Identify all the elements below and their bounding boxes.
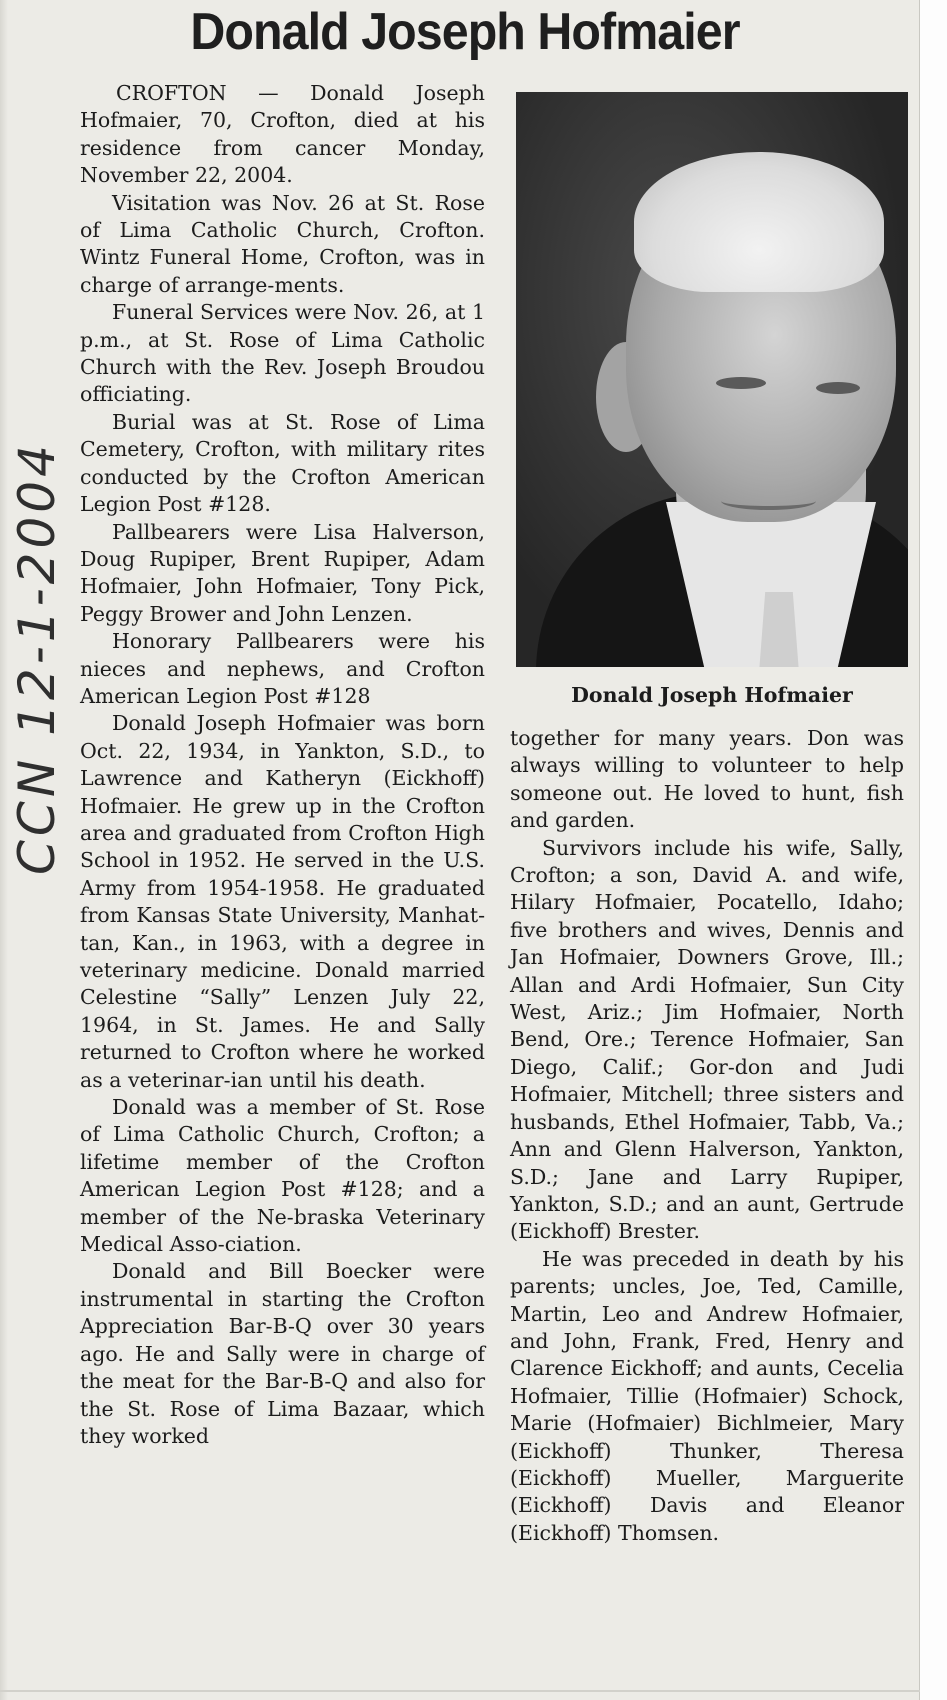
clipping-edge (0, 0, 8, 1700)
divider (0, 1690, 920, 1692)
portrait-photo-icon (516, 92, 908, 667)
paragraph: Donald and Bill Boecker were instrumental in starting the Crofton Appreciation Bar-B-Q over 30 years ago. He and Sally were in charge of the meat for the Bar-B-Q and also for the St. Rose of Lima Bazaar, which they worked (80, 1259, 485, 1448)
obituary-column-2 (510, 725, 904, 1547)
paragraph: Visitation was Nov. 26 at St. Rose of Lima Catholic Church, Crofton. Wintz Funeral Home, Crofton, was in charge of arrange-ments. (80, 190, 485, 297)
paragraph: Donald Joseph Hofmaier was born Oct. 22, 1934, in Yankton, S.D., to Lawrence and Katheryn (Eickhoff) Hofmaier. He grew up in the Crofton area and graduated from Crofton High School in 1952. He served in the U.S. Army from 1954-1958. He graduated from Kansas State University, Manhat-tan, Kan., in 1963, with a degree in veterinary medicine. Donald married Celestine “Sally” Lenzen July 22, 1964, in St. James. He and Sally returned to Crofton where he worked as a veterinar-ian until his death. (80, 711, 485, 1092)
obituary-column-1 (80, 80, 485, 1450)
paragraph: Burial was at St. Rose of Lima Cemetery, Crofton, with military rites conducted by the Crofton American Legion Post #128. (80, 409, 485, 517)
paragraph: Survivors include his wife, Sally, Crofton; a son, David A. and wife, Hilary Hofmaier, Pocatello, Idaho; five brothers and wives, Dennis and Jan Hofmaier, Downers Grove, Ill.; Allan and Ardi Hofmaier, Sun City West, Ariz.; Jim Hofmaier, North Bend, Ore.; Terence Hofmaier, San Diego, Calif.; Gor-don and Judi Hofmaier, Mitchell; three sisters and husbands, Ethel Hofmaier, Tabb, Va.; Ann and Glenn Halverson, Yankton, S.D.; Jane and Larry Rupiper, Yankton, S.D.; and an aunt, Gertrude (Eickhoff) Brester. (510, 835, 904, 1244)
paragraph: Honorary Pallbearers were his nieces and nephews, and Crofton American Legion Post #128 (80, 629, 485, 708)
paragraph: Pallbearers were Lisa Halverson, Doug Rupiper, Brent Rupiper, Adam Hofmaier, John Hofmaier, Tony Pick, Peggy Brower and John Lenzen. (80, 519, 485, 626)
paragraph: together for many years. Don was always willing to volunteer to help someone out. He loved to hunt, fish and garden. (510, 726, 904, 833)
paragraph: Funeral Services were Nov. 26, at 1 p.m., at St. Rose of Lima Catholic Church with the Rev. Joseph Broudou officiating. (80, 300, 485, 407)
headline: Donald Joseph Hofmaier (190, 3, 740, 61)
paragraph: He was preceded in death by his parents; uncles, Joe, Ted, Camille, Martin, Leo and Andrew Hofmaier, and John, Frank, Fred, Henry and Clarence Eickhoff; and aunts, Cecelia Hofmaier, Tillie (Hofmaier) Schock, Marie (Hofmaier) Bichlmeier, Mary (Eickhoff) Thunker, Theresa (Eickhoff) Mueller, Marguerite (Eickhoff) Davis and Eleanor (Eickhoff) Thomsen. (510, 1246, 904, 1545)
photo-caption: Donald Joseph Hofmaier (571, 683, 853, 707)
handwritten-note: CCN 12-1-2004 (8, 441, 66, 875)
paragraph: CROFTON — Donald Joseph Hofmaier, 70, Crofton, died at his residence from cancer Monday, November 22, 2004. (80, 81, 485, 188)
paragraph: Donald was a member of St. Rose of Lima Catholic Church, Crofton; a lifetime member of the Crofton American Legion Post #128; and a member of the Ne-braska Veterinary Medical Asso-ciation. (80, 1095, 485, 1257)
